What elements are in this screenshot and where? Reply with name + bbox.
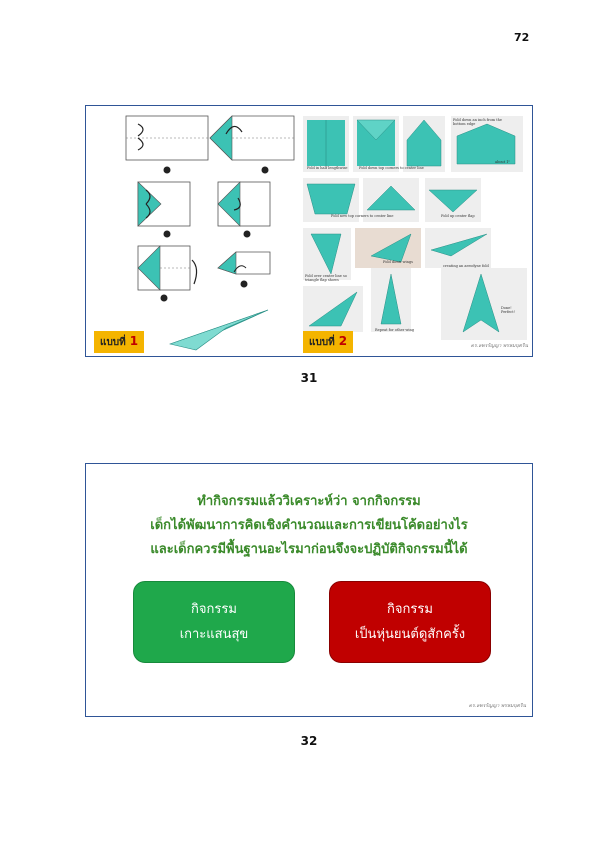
credit: ดร.ลพรรัญญา พรหมบุตริน [470, 343, 528, 349]
instruction-line-3: และเด็กควรมีพื้นฐานอะไรมาก่อนจึงจะปฏิบัติกิจกรรมนี้ได้ [150, 542, 468, 557]
style-1-badge [94, 331, 144, 353]
slide-number: 31 [300, 371, 318, 385]
caption: Done! Perfect! [501, 306, 516, 314]
slide-number: 32 [300, 734, 318, 748]
credit: ดร.ลพรรัญญา พรหมบุตริน [468, 703, 526, 709]
caption: Fold down an inch from the bottom edge [453, 118, 502, 126]
step-6-diagram [218, 252, 270, 274]
caption: Fold over center line so triangle flap shows [305, 274, 347, 282]
caption: creating an aerodyne fold [443, 264, 489, 268]
panel-style-2 [301, 106, 532, 356]
step-1-diagram [126, 116, 208, 160]
caption: about 1" [495, 160, 511, 164]
photo-steps [301, 106, 532, 356]
caption: Fold new top corners to center line [331, 214, 394, 218]
caption: Repeat for other wing [375, 328, 415, 332]
folding-diagram [86, 106, 297, 356]
badge-label: แบบที่ [100, 337, 126, 348]
slide-activity-analysis [85, 463, 533, 717]
step-5-diagram [138, 246, 197, 290]
step-4-diagram [218, 182, 270, 226]
activity-box-label: กิจกรรม [387, 602, 433, 617]
page-number: 72 [514, 31, 530, 44]
badge-label: แบบที่ [309, 337, 335, 348]
activity-box-title: เกาะแสนสุข [179, 627, 249, 642]
badge-number: 1 [129, 334, 139, 348]
step-3-diagram [138, 182, 190, 226]
activity-box-red[interactable] [329, 581, 491, 663]
activity-box-green[interactable] [133, 581, 295, 663]
caption: Fold up center flap [441, 214, 475, 218]
caption: Fold down top corners to center line [359, 166, 424, 170]
instruction-line-2: เด็กได้พัฒนาการคิดเชิงคำนวณและการเขียนโค้ดอย่างไร [150, 518, 468, 533]
panel-style-1 [86, 106, 297, 356]
instruction-line-1: ทำกิจกรรมแล้ววิเคราะห์ว่า จากกิจกรรม [197, 494, 421, 509]
finished-plane [170, 310, 268, 350]
step-2-diagram [210, 116, 294, 160]
activity-box-label: กิจกรรม [191, 602, 237, 617]
style-2-badge [303, 331, 353, 353]
caption: Fold in half lengthwise [307, 166, 348, 170]
slide-paper-plane [85, 105, 533, 357]
instruction-text [86, 490, 532, 562]
caption: Fold down wings [383, 260, 413, 264]
badge-number: 2 [338, 334, 348, 348]
activity-box-title: เป็นหุ่นยนต์ดูสักครั้ง [354, 627, 466, 642]
